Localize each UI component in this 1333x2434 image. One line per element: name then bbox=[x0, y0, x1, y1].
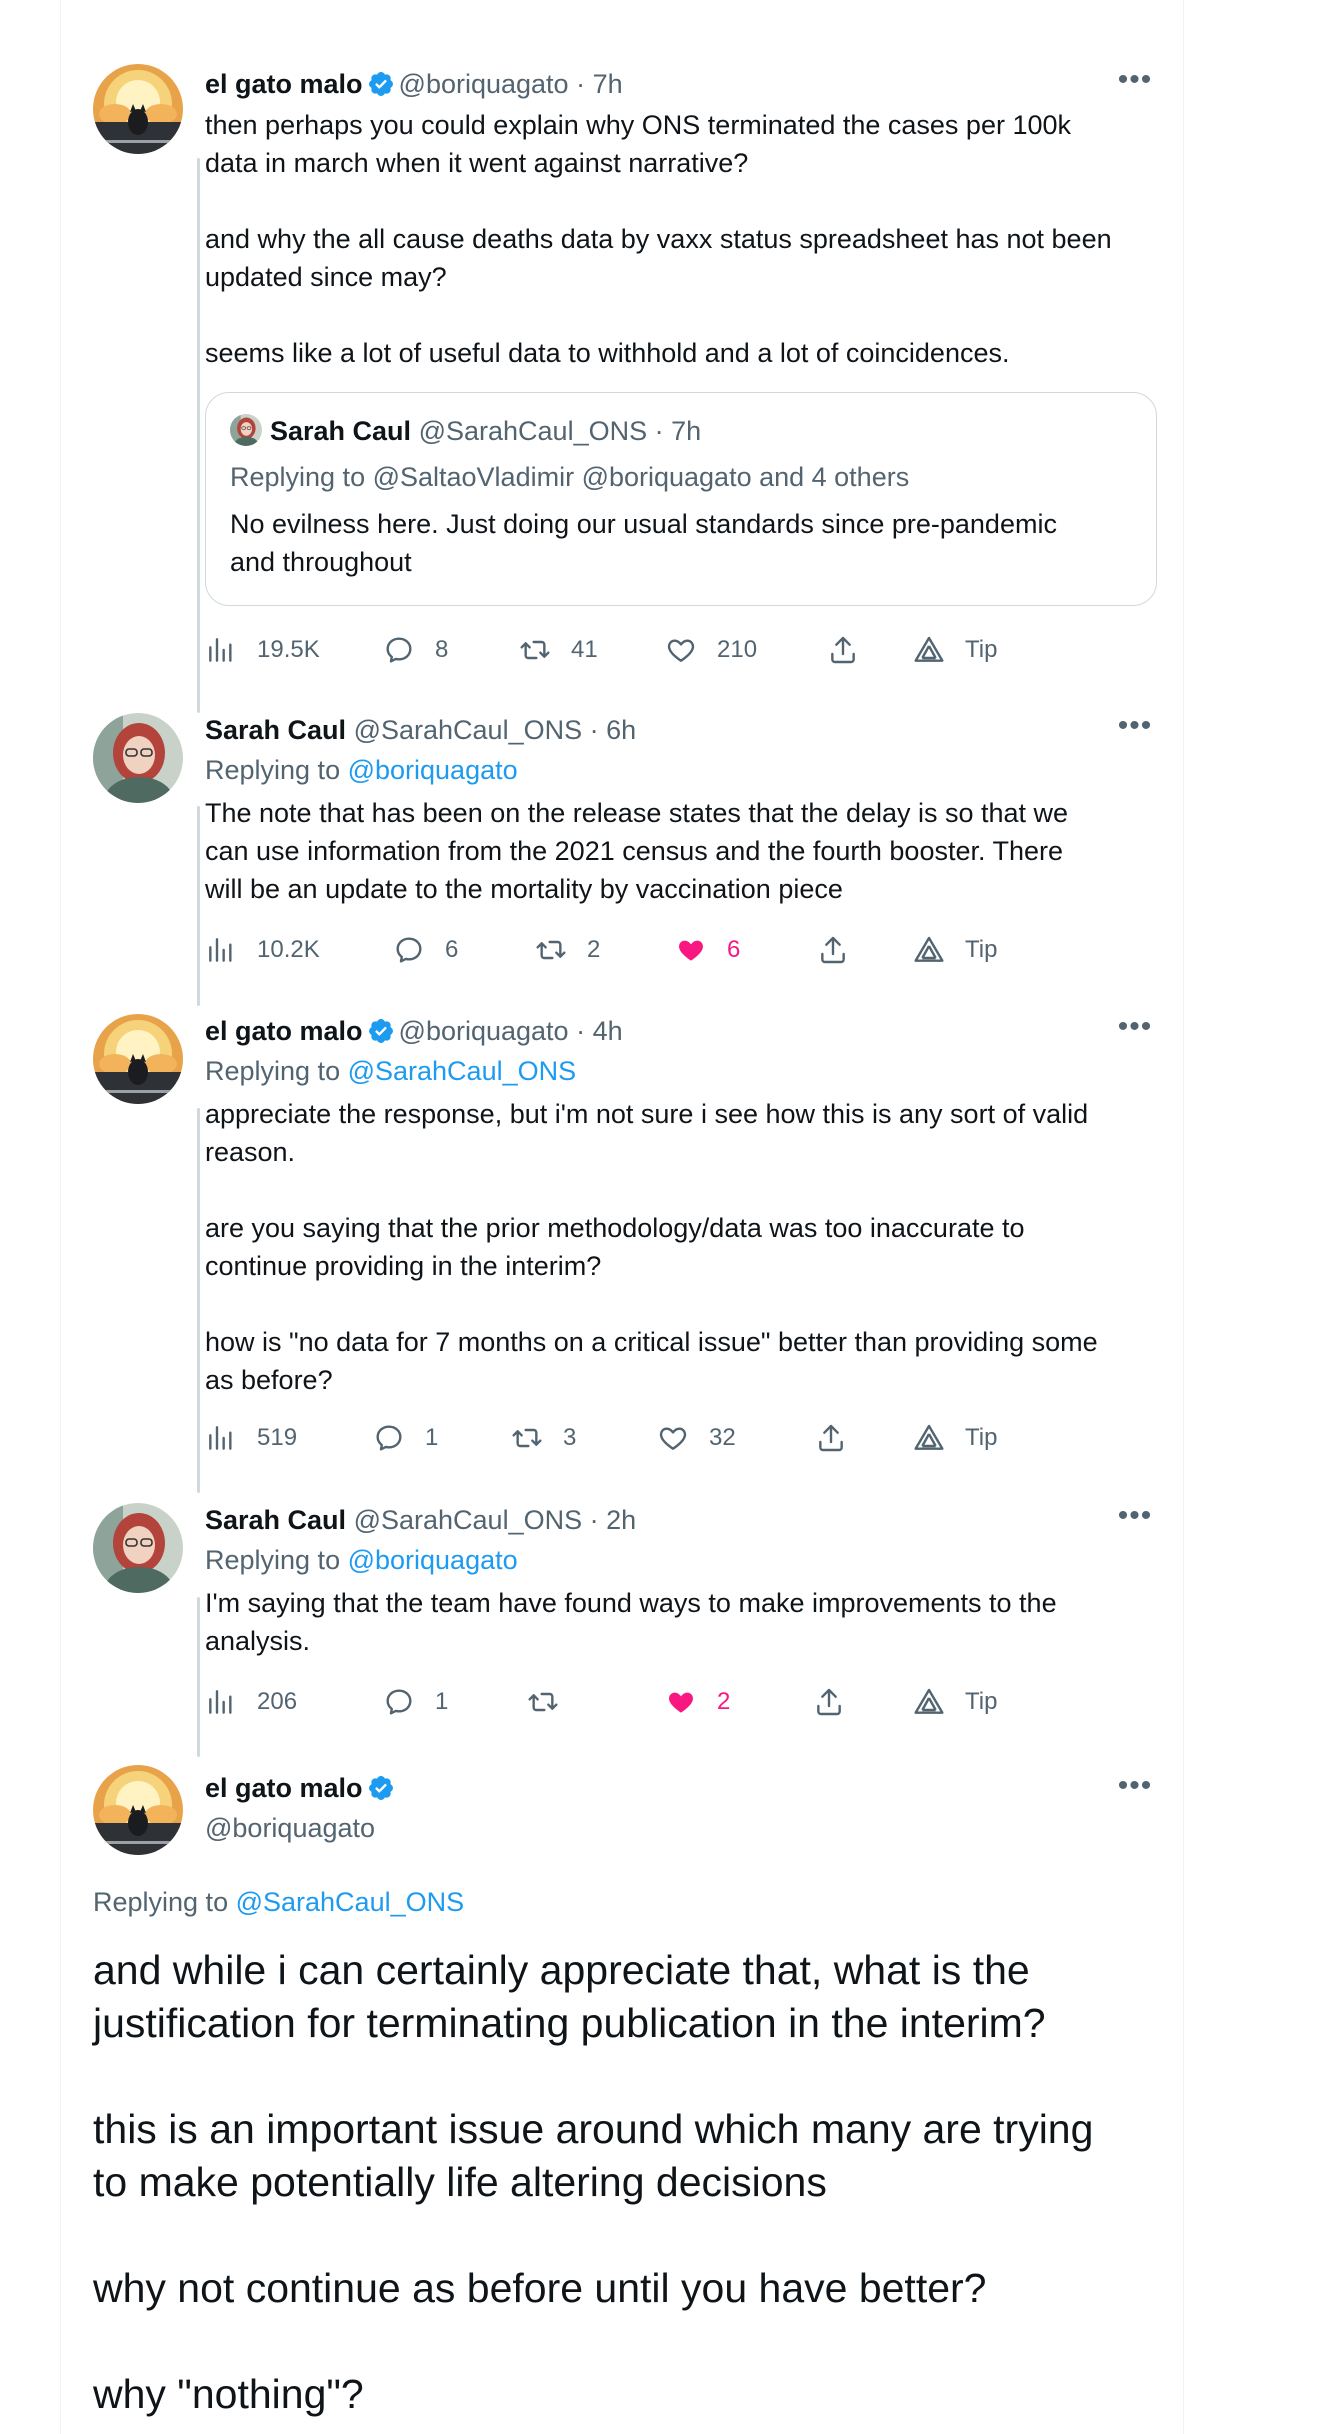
verified-badge-icon bbox=[367, 1774, 395, 1802]
speech-bubble-icon bbox=[383, 1686, 415, 1718]
tip-label: Tip bbox=[965, 1424, 998, 1451]
replying-to bbox=[205, 1051, 1157, 1091]
bar-chart-icon bbox=[205, 934, 237, 966]
thread-connector bbox=[197, 806, 200, 1006]
verified-badge-icon bbox=[367, 70, 395, 98]
retweet-arrows-icon bbox=[527, 1686, 559, 1718]
quoted-tweet[interactable] bbox=[205, 392, 1157, 606]
like-count: 210 bbox=[717, 636, 758, 663]
thread-connector bbox=[197, 158, 200, 713]
replying-to bbox=[205, 750, 1157, 790]
like-count: 6 bbox=[727, 936, 741, 963]
avatar-image bbox=[93, 1014, 183, 1104]
avatar-image bbox=[93, 713, 183, 803]
mention-link[interactable]: @SarahCaul_ONS bbox=[347, 1056, 577, 1086]
avatar bbox=[230, 414, 262, 446]
heart-icon bbox=[675, 934, 707, 966]
action-bar bbox=[205, 930, 1005, 970]
like-button[interactable] bbox=[675, 930, 740, 970]
tweet-text: appreciate the response, but i'm not sure i see how this is any sort of valid reason. are you saying that the prior methodology/data was too inaccurate to continue providing in the interim? how is "no data for 7 months on a critical issue" better than providing some as before? bbox=[205, 1099, 1098, 1395]
tip-label: Tip bbox=[965, 936, 998, 963]
separator-dot: · bbox=[589, 1505, 599, 1535]
reply-button[interactable] bbox=[383, 1682, 448, 1722]
thread-connector bbox=[197, 1597, 200, 1757]
author-handle[interactable]: @boriquagato bbox=[398, 1016, 569, 1046]
author-name[interactable]: el gato malo bbox=[205, 1016, 363, 1046]
bar-chart-icon bbox=[205, 634, 237, 666]
author-name[interactable]: el gato malo bbox=[205, 1773, 363, 1803]
speech-bubble-icon bbox=[383, 634, 415, 666]
replying-prefix: Replying to bbox=[205, 1545, 348, 1575]
like-count: 32 bbox=[709, 1424, 736, 1451]
tweet-text: The note that has been on the release states that the delay is so that we can use information from the 2021 census and the fourth booster. There will be an update to the mortality by vaccination piece bbox=[205, 798, 1069, 904]
share-button[interactable] bbox=[817, 930, 869, 970]
reply-button[interactable] bbox=[373, 1418, 438, 1458]
separator-dot: · bbox=[576, 1016, 586, 1046]
speech-bubble-icon bbox=[373, 1422, 405, 1454]
bar-chart-icon bbox=[205, 1686, 237, 1718]
share-button[interactable] bbox=[813, 1682, 865, 1722]
author-name[interactable]: el gato malo bbox=[205, 69, 363, 99]
tip-button[interactable] bbox=[913, 1418, 997, 1458]
author-handle[interactable]: @boriquagato bbox=[398, 69, 569, 99]
views-button[interactable] bbox=[205, 1682, 297, 1722]
author-name: Sarah Caul bbox=[270, 416, 412, 446]
retweet-button[interactable] bbox=[519, 630, 598, 670]
triangle-tip-icon bbox=[913, 1686, 945, 1718]
triangle-tip-icon bbox=[913, 634, 945, 666]
share-button[interactable] bbox=[815, 1418, 867, 1458]
views-button[interactable] bbox=[205, 1418, 297, 1458]
like-count: 2 bbox=[717, 1688, 731, 1715]
replying-prefix: Replying to bbox=[93, 1887, 236, 1917]
main-tweet-text: and while i can certainly appreciate that, what is the justification for terminating publication in the interim? this is an important issue around which many are trying to make potentially life altering decisions why not continue as before until you have better? why "nothing"? bbox=[93, 1947, 1094, 2417]
replying-prefix: Replying to bbox=[205, 1056, 348, 1086]
retweet-count: 2 bbox=[587, 936, 601, 963]
like-button[interactable] bbox=[657, 1418, 736, 1458]
retweet-count: 41 bbox=[571, 636, 598, 663]
timestamp[interactable]: 2h bbox=[606, 1505, 637, 1535]
tip-label: Tip bbox=[965, 1688, 998, 1715]
reply-count: 1 bbox=[425, 1424, 439, 1451]
more-dots-icon[interactable]: ••• bbox=[1117, 1769, 1153, 1802]
share-button[interactable] bbox=[827, 630, 879, 670]
timestamp[interactable]: 4h bbox=[592, 1016, 623, 1046]
replying-to bbox=[93, 1882, 464, 1922]
heart-icon bbox=[657, 1422, 689, 1454]
reply-count: 6 bbox=[445, 936, 459, 963]
more-dots-icon[interactable]: ••• bbox=[1117, 1499, 1153, 1532]
timestamp[interactable]: 6h bbox=[606, 715, 637, 745]
avatar[interactable] bbox=[93, 64, 183, 154]
retweet-button[interactable] bbox=[527, 1682, 579, 1722]
reply-button[interactable] bbox=[383, 630, 448, 670]
separator-dot: · bbox=[654, 416, 664, 446]
reply-count: 8 bbox=[435, 636, 449, 663]
separator-dot: · bbox=[589, 715, 599, 745]
avatar[interactable] bbox=[93, 1765, 183, 1855]
mention-link[interactable]: @boriquagato bbox=[347, 755, 518, 785]
like-button[interactable] bbox=[665, 630, 757, 670]
more-dots-icon[interactable]: ••• bbox=[1117, 63, 1153, 96]
views-button[interactable] bbox=[205, 930, 320, 970]
avatar[interactable] bbox=[93, 1014, 183, 1104]
more-dots-icon[interactable]: ••• bbox=[1117, 709, 1153, 742]
replying-prefix: Replying to bbox=[205, 755, 348, 785]
author-name[interactable]: Sarah Caul bbox=[205, 715, 347, 745]
tip-button[interactable] bbox=[913, 1682, 997, 1722]
author-name[interactable]: Sarah Caul bbox=[205, 1505, 347, 1535]
tip-label: Tip bbox=[965, 636, 998, 663]
views-count: 519 bbox=[257, 1424, 298, 1451]
author-handle[interactable]: @SarahCaul_ONS bbox=[353, 1505, 583, 1535]
tip-button[interactable] bbox=[913, 630, 997, 670]
views-count: 206 bbox=[257, 1688, 298, 1715]
views-count: 19.5K bbox=[257, 636, 320, 663]
action-bar bbox=[205, 1418, 1005, 1458]
views-button[interactable] bbox=[205, 630, 320, 670]
avatar-image bbox=[93, 64, 183, 154]
mention-link[interactable]: @boriquagato bbox=[347, 1545, 518, 1575]
views-count: 10.2K bbox=[257, 936, 320, 963]
avatar-image bbox=[93, 1765, 183, 1855]
separator-dot: · bbox=[576, 69, 586, 99]
action-bar bbox=[205, 1682, 1005, 1722]
avatar-image bbox=[93, 1503, 183, 1593]
action-bar bbox=[205, 630, 1005, 670]
avatar[interactable] bbox=[93, 1503, 183, 1593]
retweet-arrows-icon bbox=[519, 634, 551, 666]
author-handle[interactable]: @SarahCaul_ONS bbox=[353, 715, 583, 745]
replying-to bbox=[205, 1540, 1157, 1580]
retweet-arrows-icon bbox=[511, 1422, 543, 1454]
tweet-text: I'm saying that the team have found ways to make improvements to the analysis. bbox=[205, 1588, 1057, 1656]
heart-icon bbox=[665, 1686, 697, 1718]
reply-button[interactable] bbox=[393, 930, 458, 970]
replying-to: Replying to @SaltaoVladimir @boriquagato and 4 others bbox=[230, 462, 910, 492]
verified-badge-icon bbox=[367, 1017, 395, 1045]
triangle-tip-icon bbox=[913, 1422, 945, 1454]
retweet-button[interactable] bbox=[511, 1418, 576, 1458]
avatar[interactable] bbox=[93, 713, 183, 803]
upload-arrow-icon bbox=[817, 934, 849, 966]
upload-arrow-icon bbox=[827, 634, 859, 666]
retweet-arrows-icon bbox=[535, 934, 567, 966]
heart-icon bbox=[665, 634, 697, 666]
upload-arrow-icon bbox=[815, 1422, 847, 1454]
triangle-tip-icon bbox=[913, 934, 945, 966]
mention-link[interactable]: @SarahCaul_ONS bbox=[235, 1887, 465, 1917]
tip-button[interactable] bbox=[913, 930, 997, 970]
author-handle: @SarahCaul_ONS bbox=[418, 416, 648, 446]
more-dots-icon[interactable]: ••• bbox=[1117, 1010, 1153, 1043]
speech-bubble-icon bbox=[393, 934, 425, 966]
tweet-text: then perhaps you could explain why ONS terminated the cases per 100k data in march when it went against narrative? and why the all cause deaths data by vaxx status spreadsheet has not been updated since may? seems like a lot of useful data to withhold and a lot of coincidences. bbox=[205, 110, 1112, 368]
like-button[interactable] bbox=[665, 1682, 730, 1722]
bar-chart-icon bbox=[205, 1422, 237, 1454]
timestamp: 7h bbox=[671, 416, 702, 446]
reply-count: 1 bbox=[435, 1688, 449, 1715]
tweet-text: No evilness here. Just doing our usual standards since pre-pandemic and throughout bbox=[230, 509, 1057, 577]
author-handle[interactable]: @boriquagato bbox=[205, 1813, 376, 1843]
timestamp[interactable]: 7h bbox=[592, 69, 623, 99]
timeline-column bbox=[60, 0, 1184, 2434]
retweet-button[interactable] bbox=[535, 930, 600, 970]
retweet-count: 3 bbox=[563, 1424, 577, 1451]
thread-connector bbox=[197, 1108, 200, 1493]
upload-arrow-icon bbox=[813, 1686, 845, 1718]
